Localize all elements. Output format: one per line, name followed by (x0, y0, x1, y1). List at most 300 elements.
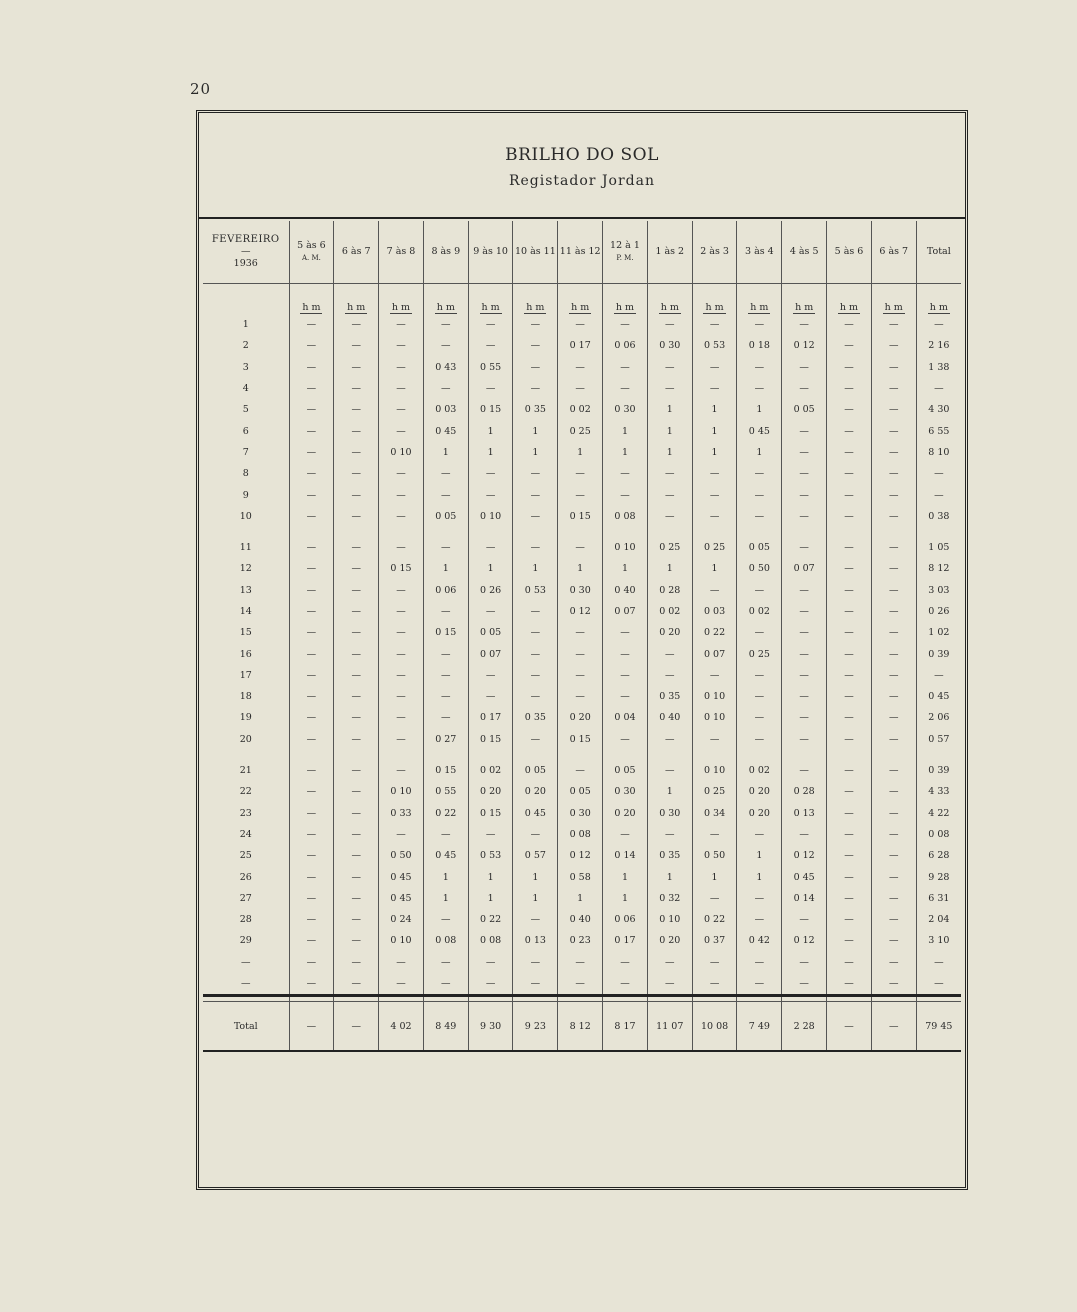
spacer-cell (423, 527, 468, 537)
unit-label: h m (929, 302, 948, 313)
value-cell: 1 (513, 888, 558, 909)
value-cell: 0 22 (692, 622, 737, 643)
unit-label: h m (436, 302, 455, 313)
value-cell: — (468, 314, 513, 335)
total-cell: 4 02 (379, 1002, 424, 1052)
value-cell: 1 (647, 781, 692, 802)
value-cell: 0 26 (468, 580, 513, 601)
value-cell: — (782, 378, 827, 399)
value-cell: — (379, 824, 424, 845)
value-cell: — (289, 335, 334, 356)
spacer-cell (603, 750, 648, 760)
value-cell: 0 15 (423, 622, 468, 643)
value-cell: 0 45 (513, 803, 558, 824)
value-cell: 6 28 (916, 845, 961, 866)
day-cell: 23 (239, 807, 252, 819)
value-cell: 0 04 (603, 707, 648, 728)
value-cell: — (468, 484, 513, 505)
value-cell: — (827, 973, 872, 996)
day-cell: 22 (239, 786, 252, 798)
value-cell: — (692, 463, 737, 484)
spacer-cell (737, 527, 782, 537)
value-cell: 0 30 (603, 781, 648, 802)
value-cell: 4 22 (916, 803, 961, 824)
value-cell: — (871, 622, 916, 643)
value-cell: — (871, 335, 916, 356)
value-cell: 0 45 (379, 888, 424, 909)
value-cell: — (289, 357, 334, 378)
spacer-row (203, 527, 961, 537)
value-cell: — (827, 760, 872, 781)
value-cell: — (603, 622, 648, 643)
value-cell: — (334, 463, 379, 484)
value-cell: 1 (737, 442, 782, 463)
value-cell: 0 12 (782, 335, 827, 356)
spacer-cell (558, 527, 603, 537)
value-cell: 0 05 (603, 760, 648, 781)
value-cell: 1 (603, 442, 648, 463)
value-cell: — (334, 866, 379, 887)
value-cell: — (334, 506, 379, 527)
column-header (916, 221, 961, 284)
value-cell: — (871, 506, 916, 527)
column-label: 7 às 8 (386, 246, 416, 257)
value-cell: — (782, 580, 827, 601)
value-cell: — (513, 973, 558, 996)
value-cell: — (827, 888, 872, 909)
value-cell: 0 39 (916, 760, 961, 781)
value-cell: — (782, 909, 827, 930)
table-row (203, 952, 961, 973)
value-cell: 0 15 (468, 399, 513, 420)
value-cell: 0 53 (468, 845, 513, 866)
value-cell: 1 (558, 888, 603, 909)
value-cell: — (647, 378, 692, 399)
value-cell: 0 12 (782, 930, 827, 951)
value-cell: — (916, 463, 961, 484)
spacer-cell (203, 527, 289, 537)
value-cell: 2 06 (916, 707, 961, 728)
value-cell: — (647, 952, 692, 973)
value-cell: — (827, 420, 872, 441)
column-label: 1 às 2 (655, 246, 685, 257)
value-cell: 0 10 (692, 707, 737, 728)
column-label: 5 às 6 (834, 246, 864, 257)
day-cell: 29 (239, 935, 252, 947)
value-cell: — (692, 378, 737, 399)
value-cell: — (871, 357, 916, 378)
value-cell: — (782, 707, 827, 728)
value-cell: 2 04 (916, 909, 961, 930)
value-cell: — (871, 420, 916, 441)
value-cell: 0 53 (513, 580, 558, 601)
total-cell: 79 45 (916, 1002, 961, 1052)
value-cell: 2 16 (916, 335, 961, 356)
value-cell: 1 (692, 399, 737, 420)
value-cell: — (379, 729, 424, 750)
value-cell: 0 03 (423, 399, 468, 420)
value-cell: 0 57 (916, 729, 961, 750)
total-cell: — (289, 1002, 334, 1052)
column-sublabel: P. M. (616, 254, 634, 262)
value-cell: — (647, 973, 692, 996)
month-dash: — (241, 246, 251, 257)
value-cell: — (334, 357, 379, 378)
value-cell: — (827, 686, 872, 707)
value-cell: — (558, 643, 603, 664)
value-cell: 1 (468, 420, 513, 441)
value-cell: — (379, 760, 424, 781)
column-label: 12 à 1 (610, 240, 640, 251)
column-header (289, 221, 334, 284)
value-cell: 0 58 (558, 866, 603, 887)
value-cell: — (289, 665, 334, 686)
value-cell: — (289, 952, 334, 973)
value-cell: 4 33 (916, 781, 961, 802)
value-cell: — (423, 973, 468, 996)
value-cell: — (916, 665, 961, 686)
value-cell: 0 07 (603, 601, 648, 622)
value-cell: — (647, 729, 692, 750)
value-cell: — (468, 601, 513, 622)
value-cell: — (871, 580, 916, 601)
day-cell: 11 (239, 542, 252, 554)
value-cell: — (827, 537, 872, 558)
value-cell: 1 (692, 420, 737, 441)
value-cell: — (334, 888, 379, 909)
spacer-cell (782, 527, 827, 537)
value-cell: 0 10 (647, 909, 692, 930)
value-cell: — (379, 335, 424, 356)
value-cell: — (334, 973, 379, 996)
value-cell: — (737, 357, 782, 378)
value-cell: — (827, 558, 872, 579)
value-cell: — (827, 729, 872, 750)
value-cell: — (827, 484, 872, 505)
value-cell: — (468, 952, 513, 973)
value-cell: — (827, 357, 872, 378)
table-row (203, 973, 961, 996)
value-cell: — (379, 973, 424, 996)
value-cell: — (871, 888, 916, 909)
value-cell: — (289, 442, 334, 463)
unit-cell (737, 284, 782, 315)
value-cell: — (513, 952, 558, 973)
value-cell: 0 28 (782, 781, 827, 802)
value-cell: 0 10 (379, 930, 424, 951)
value-cell: 0 15 (558, 729, 603, 750)
value-cell: — (468, 973, 513, 996)
value-cell: — (827, 930, 872, 951)
value-cell: 0 32 (647, 888, 692, 909)
value-cell: 0 22 (423, 803, 468, 824)
unit-cell (692, 284, 737, 315)
table-row (203, 580, 961, 601)
value-cell: — (513, 824, 558, 845)
day-cell: 6 (242, 425, 249, 437)
value-cell: 0 35 (647, 686, 692, 707)
value-cell: — (603, 463, 648, 484)
value-cell: — (603, 314, 648, 335)
total-cell: 8 49 (423, 1002, 468, 1052)
value-cell: — (558, 622, 603, 643)
value-cell: 0 33 (379, 803, 424, 824)
value-cell: — (513, 729, 558, 750)
value-cell: — (692, 824, 737, 845)
value-cell: — (289, 824, 334, 845)
value-cell: — (423, 909, 468, 930)
value-cell: — (871, 930, 916, 951)
value-cell: 0 30 (558, 803, 603, 824)
page-number: 20 (190, 80, 212, 98)
value-cell: — (334, 314, 379, 335)
value-cell: 0 10 (379, 442, 424, 463)
value-cell: 0 13 (513, 930, 558, 951)
day-cell: 14 (239, 606, 252, 617)
column-header (827, 221, 872, 284)
value-cell: 0 06 (603, 335, 648, 356)
value-cell: — (334, 420, 379, 441)
value-cell: — (334, 729, 379, 750)
value-cell: — (871, 760, 916, 781)
value-cell: — (289, 484, 334, 505)
spacer-cell (871, 527, 916, 537)
value-cell: — (558, 484, 603, 505)
unit-label: h m (795, 302, 814, 313)
table-row (203, 420, 961, 441)
column-label: 2 às 3 (700, 246, 729, 257)
value-cell: 0 22 (468, 909, 513, 930)
table-row (203, 537, 961, 558)
value-cell: 0 42 (737, 930, 782, 951)
value-cell: — (334, 781, 379, 802)
value-cell: — (647, 665, 692, 686)
value-cell: 0 25 (558, 420, 603, 441)
value-cell: — (782, 463, 827, 484)
unit-label: h m (391, 302, 411, 313)
value-cell: 0 08 (423, 930, 468, 951)
spacer-cell (916, 750, 961, 760)
value-cell: — (603, 729, 648, 750)
unit-label: h m (347, 302, 366, 313)
value-cell: — (423, 824, 468, 845)
value-cell: — (871, 845, 916, 866)
value-cell: — (692, 506, 737, 527)
value-cell: — (468, 665, 513, 686)
unit-cell (871, 284, 916, 315)
title-rule (199, 217, 965, 219)
value-cell: 1 (692, 442, 737, 463)
total-cell: 8 12 (558, 1002, 603, 1052)
unit-cell (423, 284, 468, 315)
value-cell: — (334, 952, 379, 973)
value-cell: 0 20 (513, 781, 558, 802)
day-cell: 3 (242, 361, 249, 373)
value-cell: 1 (647, 399, 692, 420)
day-cell: 20 (239, 733, 252, 745)
value-cell: 0 50 (737, 558, 782, 579)
day-cell: 19 (239, 712, 252, 724)
value-cell: — (603, 973, 648, 996)
value-cell: — (513, 622, 558, 643)
value-cell: — (334, 580, 379, 601)
value-cell: — (423, 484, 468, 505)
total-cell: — (827, 1002, 872, 1052)
value-cell: 0 20 (737, 803, 782, 824)
value-cell: — (647, 643, 692, 664)
value-cell: — (289, 463, 334, 484)
unit-cell (782, 284, 827, 315)
value-cell: 1 (423, 888, 468, 909)
value-cell: — (423, 601, 468, 622)
value-cell: — (647, 824, 692, 845)
value-cell: — (289, 729, 334, 750)
value-cell: 0 15 (423, 760, 468, 781)
value-cell: 0 02 (468, 760, 513, 781)
spacer-cell (468, 527, 513, 537)
value-cell: 1 38 (916, 357, 961, 378)
column-header (603, 221, 648, 284)
value-cell: — (289, 537, 334, 558)
value-cell: — (827, 378, 872, 399)
value-cell: — (871, 909, 916, 930)
value-cell: — (289, 973, 334, 996)
value-cell: 0 17 (603, 930, 648, 951)
value-cell: — (827, 314, 872, 335)
value-cell: 0 45 (916, 686, 961, 707)
total-cell: 2 28 (782, 1002, 827, 1052)
value-cell: 0 08 (558, 824, 603, 845)
value-cell: 0 30 (647, 803, 692, 824)
value-cell: 0 55 (468, 357, 513, 378)
value-cell: — (782, 973, 827, 996)
value-cell: 0 14 (782, 888, 827, 909)
value-cell: — (513, 378, 558, 399)
value-cell: — (379, 580, 424, 601)
value-cell: 0 30 (603, 399, 648, 420)
value-cell: 0 25 (647, 537, 692, 558)
value-cell: — (916, 952, 961, 973)
value-cell: 0 50 (692, 845, 737, 866)
table-row (203, 335, 961, 356)
value-cell: — (423, 707, 468, 728)
spacer-cell (692, 750, 737, 760)
value-cell: — (603, 378, 648, 399)
value-cell: — (737, 729, 782, 750)
value-cell: — (916, 973, 961, 996)
day-cell: 2 (242, 340, 249, 352)
value-cell: — (379, 622, 424, 643)
value-cell: 3 10 (916, 930, 961, 951)
value-cell: 0 40 (603, 580, 648, 601)
value-cell: 9 28 (916, 866, 961, 887)
value-cell: — (468, 335, 513, 356)
value-cell: — (423, 952, 468, 973)
value-cell: 0 15 (379, 558, 424, 579)
column-label: 4 às 5 (789, 246, 819, 257)
value-cell: — (871, 781, 916, 802)
column-header (468, 221, 513, 284)
table-row (203, 781, 961, 802)
value-cell: 1 (692, 866, 737, 887)
value-cell: — (737, 314, 782, 335)
value-cell: 0 05 (468, 622, 513, 643)
unit-label: h m (302, 302, 321, 313)
value-cell: 0 50 (379, 845, 424, 866)
value-cell: 0 25 (692, 781, 737, 802)
value-cell: — (827, 824, 872, 845)
value-cell: — (871, 463, 916, 484)
value-cell: — (782, 506, 827, 527)
value-cell: — (737, 580, 782, 601)
value-cell: 1 (692, 558, 737, 579)
value-cell: — (827, 580, 872, 601)
value-cell: — (379, 378, 424, 399)
header-row (203, 221, 961, 284)
value-cell: 0 53 (692, 335, 737, 356)
value-cell: 0 38 (916, 506, 961, 527)
value-cell: 0 17 (468, 707, 513, 728)
value-cell: — (334, 399, 379, 420)
value-cell: — (871, 558, 916, 579)
value-cell: — (871, 643, 916, 664)
value-cell: — (334, 558, 379, 579)
value-cell: — (379, 707, 424, 728)
value-cell: 0 28 (647, 580, 692, 601)
unit-label: h m (884, 302, 903, 313)
value-cell: 1 (647, 866, 692, 887)
value-cell: — (334, 484, 379, 505)
value-cell: — (871, 314, 916, 335)
unit-cell (468, 284, 513, 315)
value-cell: — (334, 442, 379, 463)
day-cell: 13 (239, 584, 252, 596)
value-cell: — (289, 580, 334, 601)
value-cell: 1 02 (916, 622, 961, 643)
table-row (203, 707, 961, 728)
value-cell: — (513, 335, 558, 356)
value-cell: — (737, 909, 782, 930)
month-label: FEVEREIRO (211, 234, 280, 245)
value-cell: — (334, 760, 379, 781)
table-row (203, 686, 961, 707)
unit-label: h m (705, 302, 724, 313)
value-cell: — (379, 463, 424, 484)
value-cell: 1 (468, 442, 513, 463)
value-cell: — (827, 399, 872, 420)
total-cell: 11 07 (647, 1002, 692, 1052)
table-row (203, 930, 961, 951)
column-label: 8 às 9 (431, 246, 461, 257)
unit-label: h m (526, 302, 545, 313)
value-cell: 0 07 (468, 643, 513, 664)
value-cell: — (558, 463, 603, 484)
value-cell: — (871, 537, 916, 558)
day-cell: 10 (239, 510, 252, 522)
value-cell: — (289, 781, 334, 802)
table-row (203, 357, 961, 378)
document-frame (196, 110, 968, 1190)
column-header (379, 221, 424, 284)
value-cell: 0 45 (423, 845, 468, 866)
value-cell: 1 (737, 845, 782, 866)
total-cell: 7 49 (737, 1002, 782, 1052)
value-cell: 0 35 (513, 399, 558, 420)
value-cell: — (827, 952, 872, 973)
value-cell: — (692, 484, 737, 505)
value-cell: — (289, 909, 334, 930)
value-cell: — (603, 952, 648, 973)
